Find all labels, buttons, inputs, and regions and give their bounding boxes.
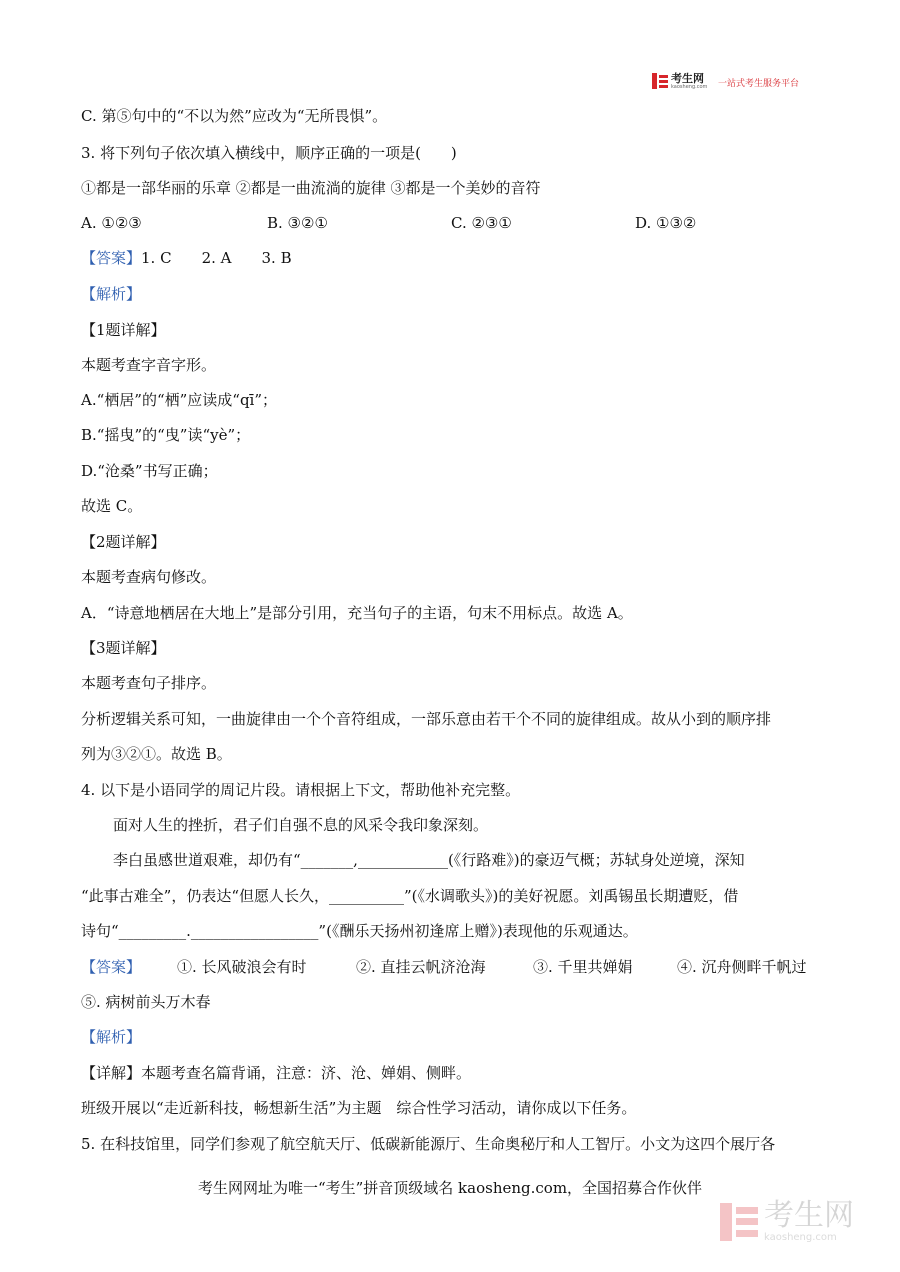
question-3: 3. 将下列句子依次填入横线中，顺序正确的一项是( ) [81,144,457,162]
q1-detail-d: D.“沧桑”书写正确； [81,462,218,480]
q4-paragraph-3: “此事古难全”，仍表达“但愿人长久，__________”(《水调歌头》)的美好祝愿。刘禹锡虽长期遭贬，借 [81,887,739,905]
header-logo [652,72,707,90]
answer-text: 1. C 2. A 3. B [141,249,292,267]
answer-line-1 [81,248,292,268]
page-footer: 考生网网址为唯一“考生”拼音顶级域名 kaosheng.com，全国招募合作伙伴 [197,1179,703,1197]
option-d: D. ①③② [635,214,697,232]
option-a: A. ①②③ [81,214,142,232]
q4-paragraph-2: 李白虽感世道艰难，却仍有“_______,____________(《行路难》)的豪迈气概；苏轼身处逆境，深知 [113,851,745,869]
answer-2-item-1: ①. 长风破浪会有时 [177,958,307,976]
option-b: B. ③②① [267,214,328,232]
answer-2-item-5: ⑤. 病树前头万木春 [81,993,211,1011]
question-3-sentences: ①都是一部华丽的乐章 ②都是一曲流淌的旋律 ③都是一个美妙的音符 [81,179,541,197]
analysis-tag: 【解析】 [81,285,142,303]
q4-paragraph-1: 面对人生的挫折，君子们自强不息的风采令我印象深刻。 [113,816,489,834]
answer-2-item-3: ③. 千里共婵娟 [533,958,633,976]
q1-detail-c: B.“摇曳”的“曳”读“yè”； [81,426,251,444]
detail-line [81,1063,471,1083]
analysis-tag-2: 【解析】 [81,1028,142,1046]
q2-detail-heading: 【2题详解】 [81,533,166,551]
watermark-domain: kaosheng.com [764,1232,837,1243]
question-5: 5. 在科技馆里，同学们参观了航空航天厅、低碳新能源厅、生命奥秘厅和人工智厅。小文为这四个展厅各 [81,1135,776,1153]
q3-detail-a: 本题考查句子排序。 [81,674,217,692]
kaosheng-logo-icon [652,73,668,89]
answer-2-item-2: ②. 直挂云帆济沧海 [356,958,486,976]
q1-detail-heading: 【1题详解】 [81,321,166,339]
q4-paragraph-4: 诗句“_________._________________”(《酬乐天扬州初逢席上赠》)表现他的乐观通达。 [81,922,638,940]
question-4: 4. 以下是小语同学的周记片段。请根据上下文，帮助他补充完整。 [81,781,521,799]
answer-tag-2: 【答案】 [81,958,142,976]
q2-detail-b: A．“诗意地栖居在大地上”是部分引用，充当句子的主语，句末不用标点。故选 A。 [81,604,633,622]
q1-detail-e: 故选 C。 [81,497,143,515]
watermark-name: 考生网 [764,1198,854,1233]
q1-detail-b: A.“栖居”的“栖”应读成“qī”； [81,391,278,409]
detail-text: 本题考查名篇背诵，注意：济、沧、婵娟、侧畔。 [141,1064,472,1082]
watermark [720,1200,854,1244]
header-slogan: 一站式考生服务平台 [718,79,800,89]
watermark-logo-icon [720,1203,758,1241]
q3-detail-heading: 【3题详解】 [81,639,166,657]
q3-detail-b: 分析逻辑关系可知，一曲旋律由一个个音符组成，一部乐意由若干个不同的旋律组成。故从小到的顺序排 [81,710,772,728]
answer-2-item-4: ④. 沉舟侧畔千帆过 [677,958,807,976]
option-c: C. ②③① [451,214,512,232]
class-activity-intro: 班级开展以“走近新科技，畅想新生活”为主题 综合性学习活动，请你成以下任务。 [81,1099,637,1117]
answer-tag: 【答案】 [81,249,142,267]
option-c-line: C. 第⑤句中的“不以为然”应改为“无所畏惧”。 [81,107,388,125]
logo-name: 考生网 [671,71,704,85]
q2-detail-a: 本题考查病句修改。 [81,568,217,586]
q1-detail-a: 本题考查字音字形。 [81,356,217,374]
logo-domain: kaosheng.com [671,83,708,90]
q3-detail-c: 列为③②①。故选 B。 [81,745,232,763]
detail-tag: 【详解】 [81,1064,142,1082]
